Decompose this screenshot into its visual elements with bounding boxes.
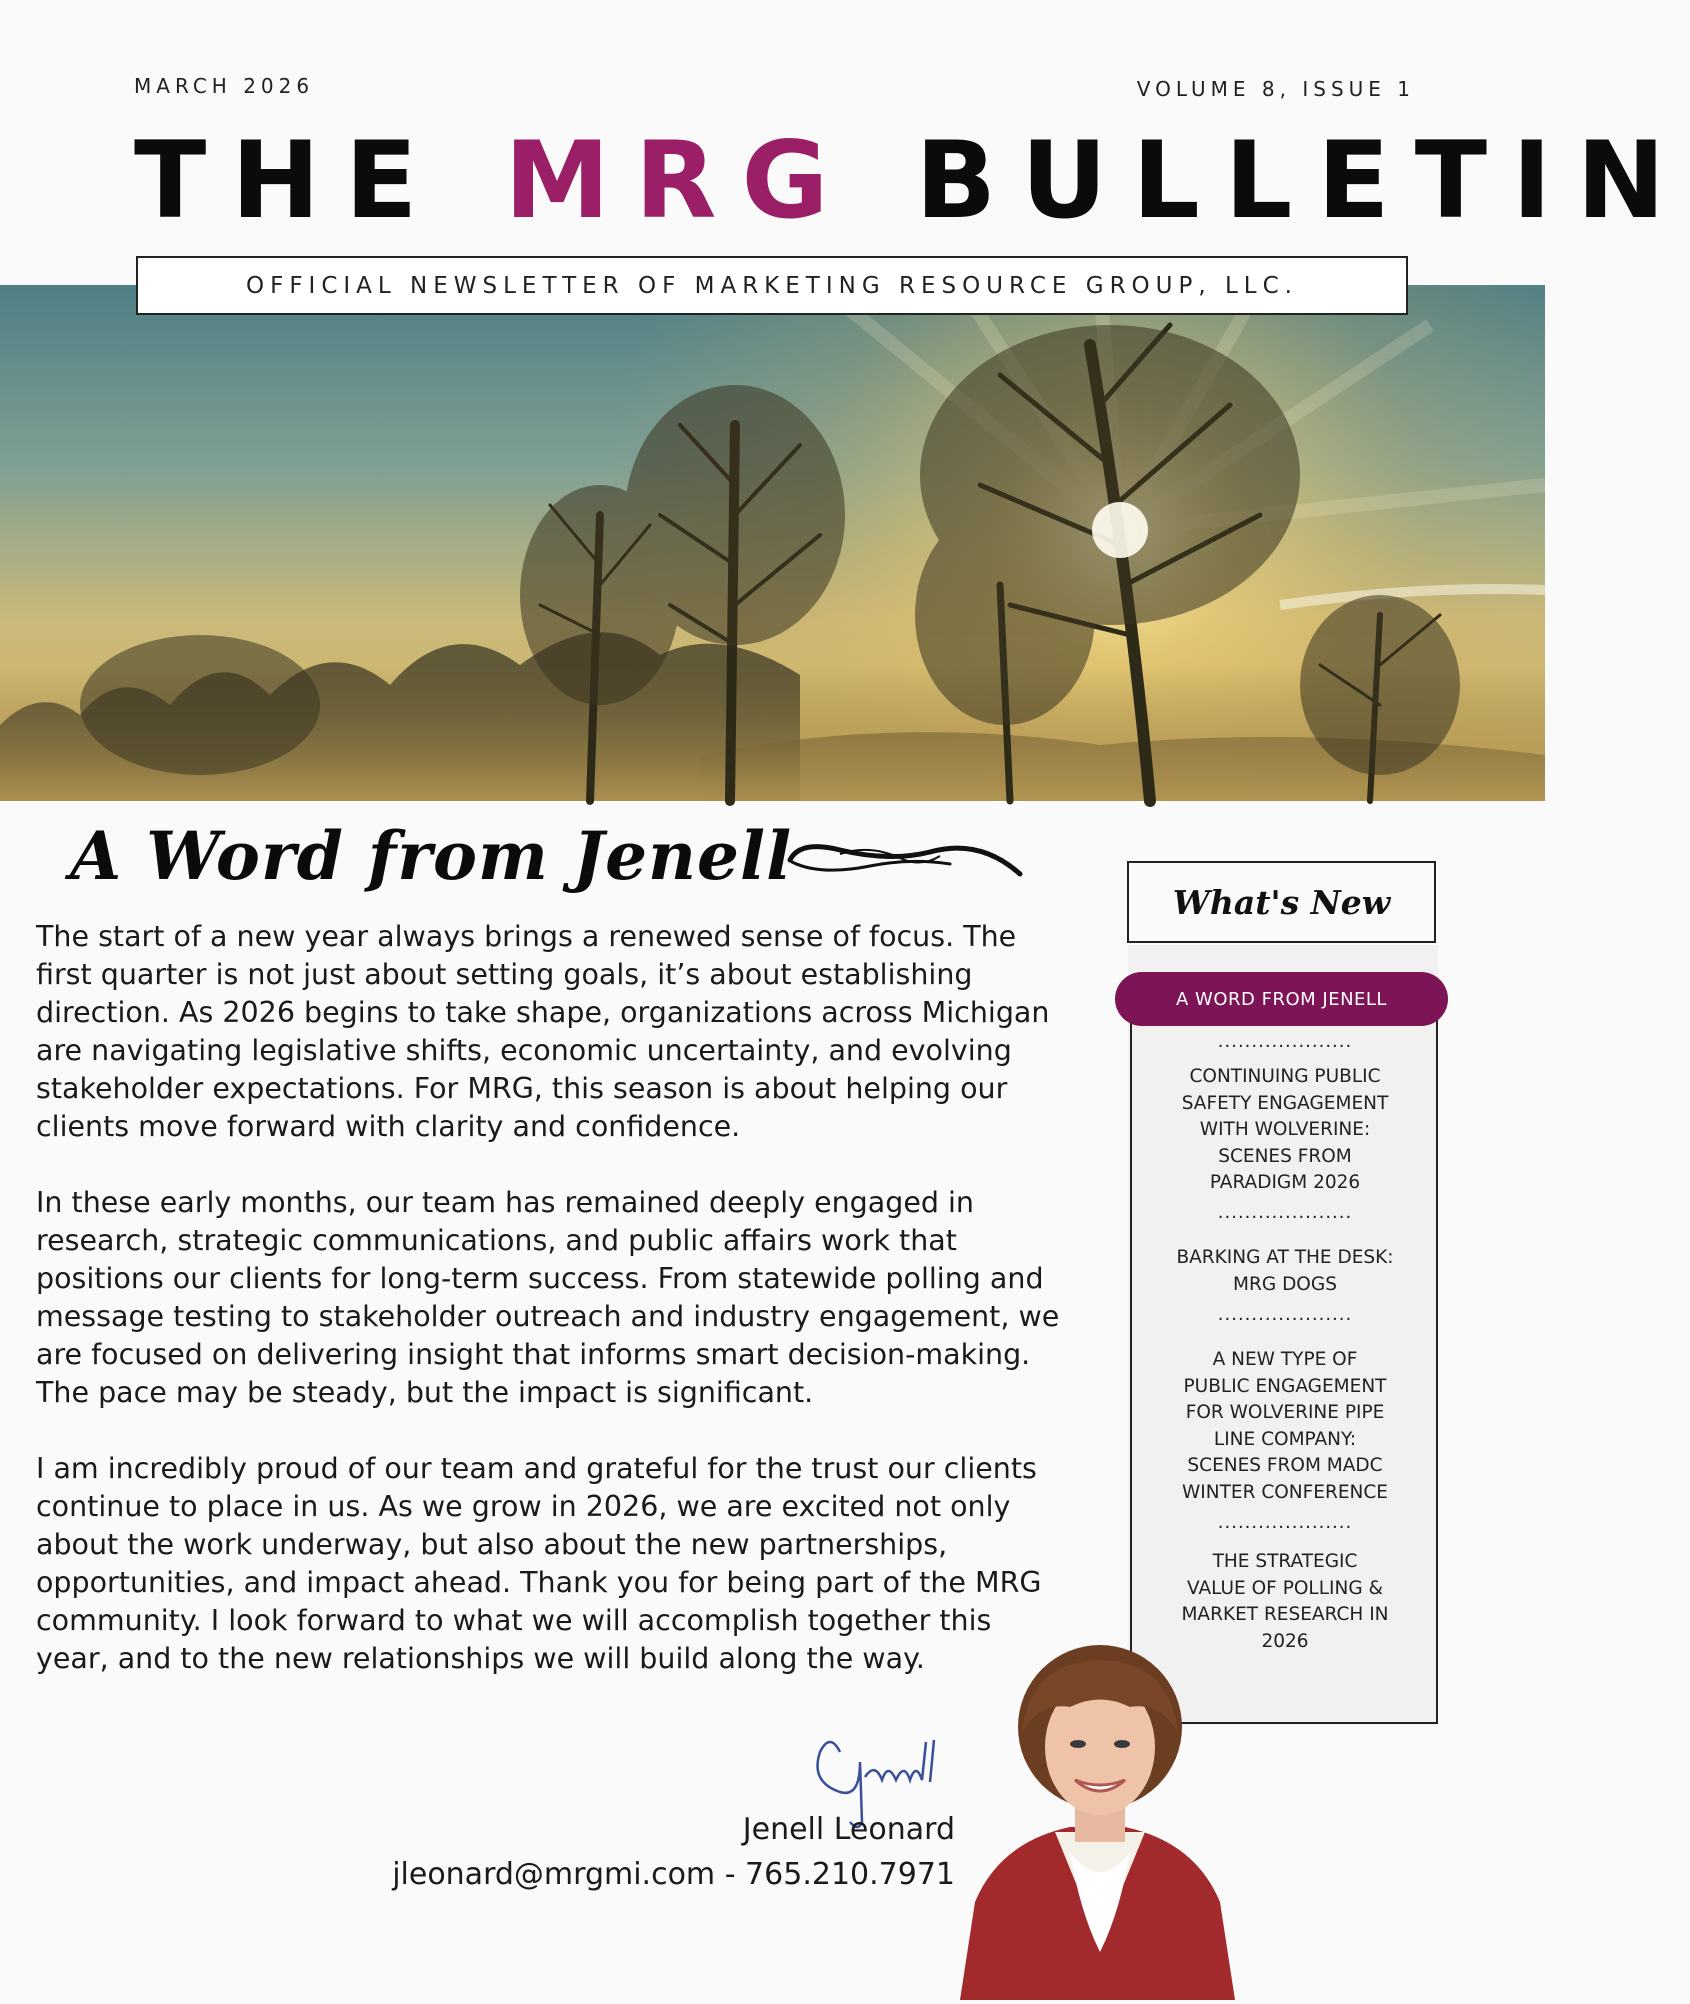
article-paragraph: In these early months, our team has remained deeply engaged in research, strategic communications, and public affairs work that positions our clients for long-term success. From statewide polling and message testing to stakeholder outreach and industry engagement, we are focused on delivering insight that informs smart decision-making. The pace may be steady, but the impact is significant. [36,1186,1060,1409]
sidebar-item-polling-research[interactable] [1140,1549,1430,1655]
sidebar-item-line: PUBLIC ENGAGEMENT [1183,1375,1387,1397]
sidebar-item-line: LINE COMPANY: [1213,1428,1357,1450]
sidebar-separator: .................... [1217,1031,1353,1052]
sidebar-item-line: SCENES FROM [1218,1145,1352,1167]
sidebar-item-wolverine-madc[interactable] [1140,1347,1430,1506]
issue-date: MARCH 2026 [134,74,315,98]
sidebar-item-mrg-dogs[interactable] [1140,1245,1430,1298]
sidebar-item-line: 2026 [1261,1630,1309,1652]
sidebar-item-line: VALUE OF POLLING & [1187,1577,1383,1599]
sidebar-item-line: SAFETY ENGAGEMENT [1181,1092,1389,1114]
article-paragraph: The start of a new year always brings a renewed sense of focus. The first quarter is not just about setting goals, it’s about establishing direction. As 2026 begins to take shape, organizations across Michigan are navigating legislative shifts, economic uncertainty, and evolving stakeholder expectations. For MRG, this season is about helping our clients move forward with clarity and confidence. [36,920,1050,1143]
author-contact[interactable]: jleonard@mrgmi.com - 765.210.7971 [392,1857,955,1892]
sidebar-item-line: MARKET RESEARCH IN [1181,1604,1389,1625]
masthead-brand: MRG [504,119,854,242]
sidebar-item-line: WITH WOLVERINE: [1199,1119,1371,1140]
author-name: Jenell Leonard [742,1812,955,1847]
sidebar-separator: .................... [1217,1304,1353,1325]
volume-issue: VOLUME 8, ISSUE 1 [1136,77,1415,101]
sidebar-heading: What's New [1127,861,1436,943]
sidebar-item-line: PARADIGM 2026 [1209,1172,1361,1193]
sidebar-item-line: CONTINUING PUBLIC [1189,1066,1381,1087]
sidebar-item-public-safety[interactable] [1140,1064,1430,1197]
hero-image [0,285,1545,801]
sunrise-through-trees-photo [0,285,1545,801]
sidebar-item-line: MRG DOGS [1233,1273,1337,1295]
sidebar-item-line: FOR WOLVERINE PIPE [1185,1402,1385,1423]
newsletter-subtitle: OFFICIAL NEWSLETTER OF MARKETING RESOURCE GROUP, LLC. [136,256,1408,315]
sidebar-item-word-from-jenell[interactable]: A WORD FROM JENELL [1115,972,1448,1026]
sidebar-item-line: THE STRATEGIC [1212,1551,1358,1572]
article-body [36,918,1066,1716]
sidebar-item-line: SCENES FROM MADC [1187,1455,1383,1476]
masthead-suffix: BULLETIN [853,119,1690,242]
flourish-ornament-icon [780,832,1030,896]
masthead-title [134,119,1690,242]
article-paragraph: I am incredibly proud of our team and grateful for the trust our clients continue to place in us. As we grow in 2026, we are excited not only about the work underway, but also about the new partnerships, opportunities, and impact ahead. Thank you for being part of the MRG community. I look forward to what we will accomplish together this year, and to the new relationships we will build along the way. [36,1452,1042,1675]
sidebar-item-line: WINTER CONFERENCE [1182,1481,1388,1503]
sidebar-item-line: A NEW TYPE OF [1212,1349,1358,1370]
masthead-prefix: THE [134,119,505,242]
sidebar-item-line: BARKING AT THE DESK: [1176,1247,1394,1268]
article-title: A Word from Jenell [70,817,793,895]
sidebar-separator: .................... [1217,1512,1353,1533]
author-portrait-photo [960,1652,1235,2004]
sidebar-separator: .................... [1217,1202,1353,1223]
